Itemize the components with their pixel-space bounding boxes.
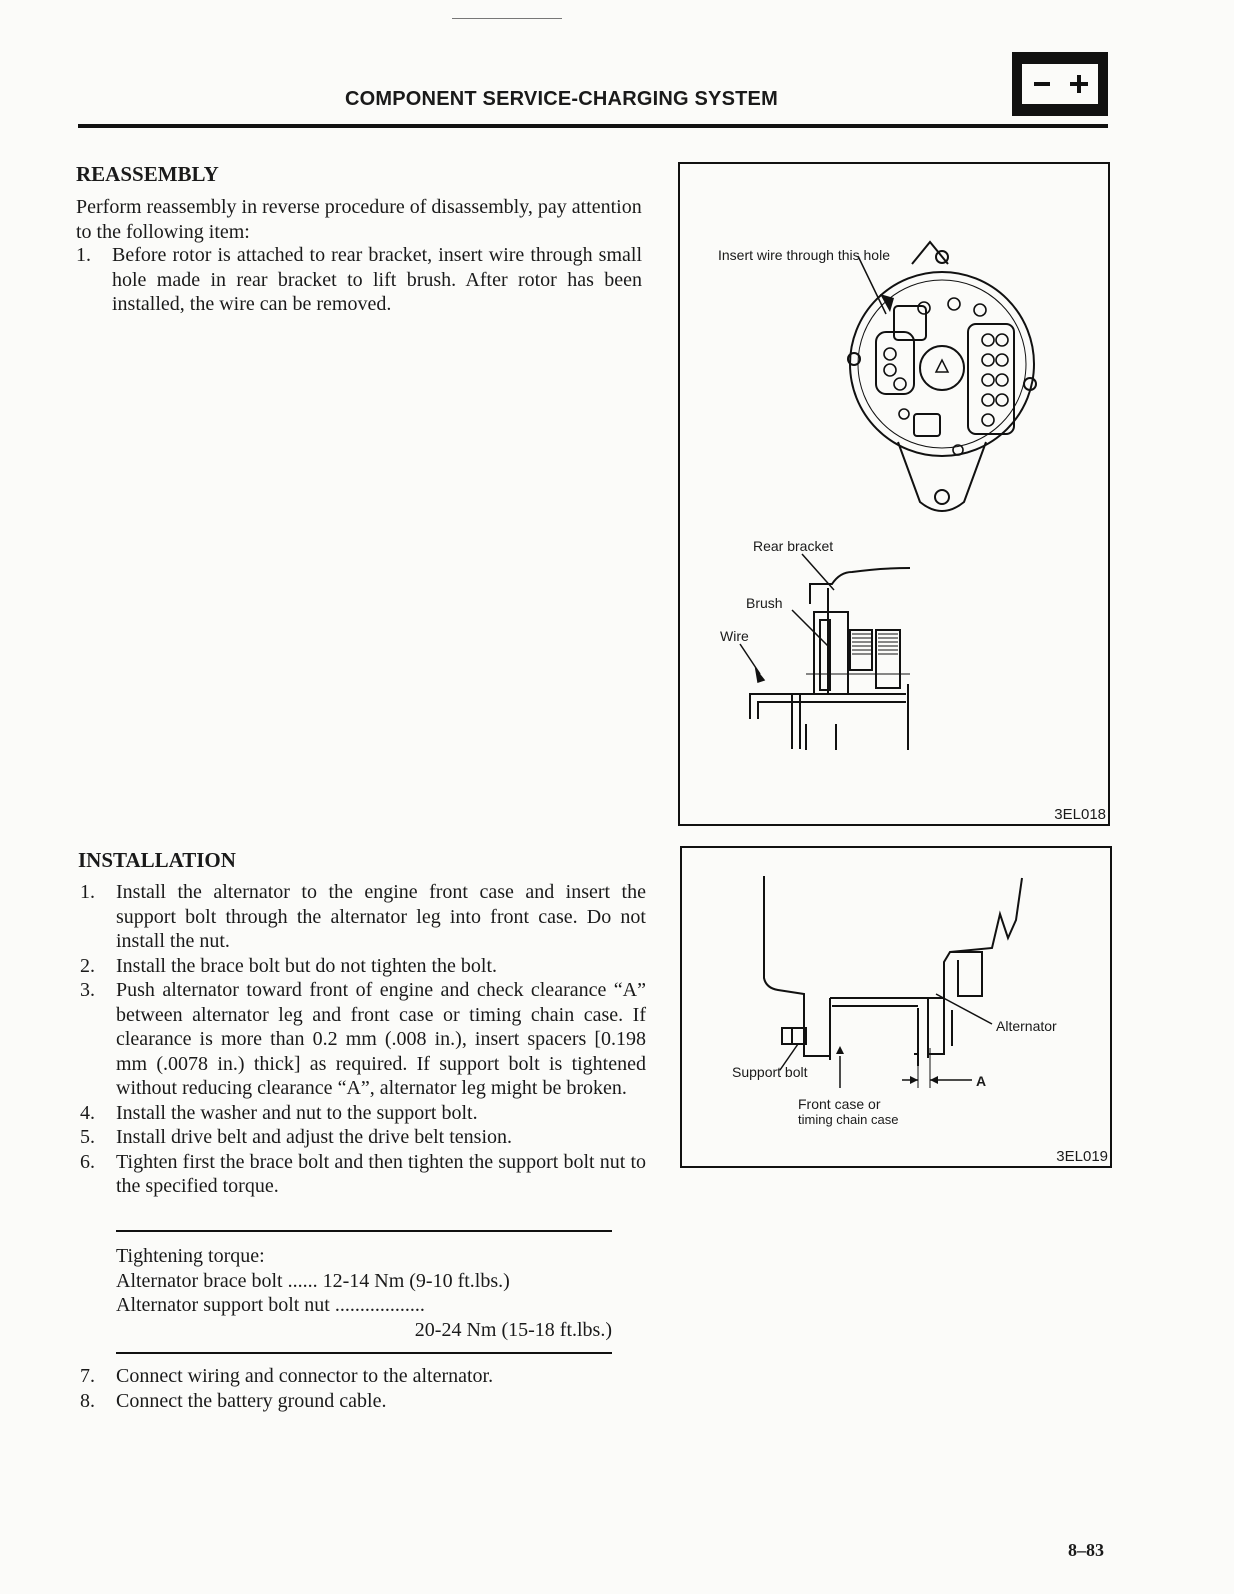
- torque-heading: Tightening torque:: [116, 1245, 265, 1267]
- torque-support-value: 20-24 Nm (15-18 ft.lbs.): [414, 1318, 612, 1341]
- list-item: [80, 1389, 646, 1414]
- torque-brace-label: Alternator brace bolt: [116, 1269, 283, 1292]
- torque-support-row: [116, 1293, 612, 1318]
- label-support-bolt: Support bolt: [732, 1064, 808, 1080]
- torque-support-dots: ..................: [334, 1294, 425, 1316]
- list-item: [76, 243, 642, 317]
- list-item-number: 1.: [76, 244, 91, 266]
- figure-code: 3EL019: [1056, 1148, 1108, 1165]
- list-item-number: 3.: [80, 979, 95, 1001]
- top-rule: [452, 18, 562, 19]
- list-item: [80, 1101, 646, 1126]
- alternator-rear-diagram: [680, 164, 1108, 824]
- torque-spec: [116, 1244, 612, 1342]
- list-item-number: 6.: [80, 1150, 95, 1173]
- list-item-text: Install drive belt and adjust the drive belt tension.: [116, 1126, 513, 1148]
- reassembly-list: [76, 243, 642, 317]
- page-title: COMPONENT SERVICE-CHARGING SYSTEM: [345, 88, 778, 110]
- list-item: [80, 978, 646, 1101]
- label-timing-chain-case: timing chain case: [798, 1112, 899, 1127]
- label-rear-bracket: Rear bracket: [753, 538, 834, 554]
- list-item-text: Install the brace bolt but do not tighten the bolt.: [116, 954, 498, 977]
- list-item-text: Push alternator toward front of engine and check clearance “A” between alternator leg and front case or timing chain case. If clearance is more than 0.2 mm (.008 in.), insert spacers [0.198 mm (.0078 in.) thick] as required. If support bolt is tightened without reducing clearance “A”, alternator leg might be broken.: [116, 979, 646, 1099]
- list-item-number: 4.: [80, 1101, 95, 1124]
- installation-heading: INSTALLATION: [78, 848, 236, 872]
- installation-list: [80, 880, 646, 1199]
- list-item-text: Tighten first the brace bolt and then tighten the support bolt nut to the specified torque.: [116, 1150, 646, 1197]
- installation-list-continued: [80, 1364, 646, 1413]
- list-item-text: Connect the battery ground cable.: [116, 1389, 387, 1412]
- list-item-number: 2.: [80, 954, 95, 977]
- label-clearance-a: A: [976, 1073, 987, 1089]
- list-item-text: Install the washer and nut to the support bolt.: [116, 1101, 478, 1124]
- torque-bottom-rule: [116, 1352, 612, 1354]
- torque-brace-value: 12-14 Nm (9-10 ft.lbs.): [322, 1269, 510, 1292]
- battery-icon: [1012, 52, 1108, 116]
- label-front-case: Front case or: [798, 1096, 881, 1112]
- figure-alternator-rear: [678, 162, 1110, 826]
- reassembly-intro: Perform reassembly in reverse procedure of disassembly, pay attention to the following item:: [76, 196, 642, 243]
- figure-alternator-clearance: [680, 846, 1112, 1168]
- reassembly-heading: REASSEMBLY: [76, 162, 219, 186]
- torque-top-rule: [116, 1230, 612, 1232]
- list-item: [80, 1364, 646, 1389]
- figure-code: 3EL018: [1054, 806, 1106, 823]
- list-item-number: 1.: [80, 881, 95, 903]
- list-item-text: Before rotor is attached to rear bracket, insert wire through small hole made in rear bracket to lift brush. After rotor has been installed, the wire can be removed.: [112, 244, 642, 315]
- header-rule: [78, 124, 1108, 128]
- torque-support-label: Alternator support bolt nut: [116, 1294, 330, 1316]
- list-item-text: Install the alternator to the engine front case and insert the support bolt through the alternator leg into front case. Do not install the nut.: [116, 881, 646, 952]
- minus-sign-icon: [1034, 82, 1050, 86]
- list-item: [80, 1125, 646, 1150]
- label-alternator: Alternator: [996, 1018, 1057, 1034]
- list-item: [80, 880, 646, 954]
- list-item-number: 7.: [80, 1365, 95, 1387]
- torque-brace-dots: ......: [287, 1269, 318, 1292]
- label-insert-wire: Insert wire through this hole: [718, 247, 890, 263]
- list-item: [80, 954, 646, 979]
- label-brush: Brush: [746, 595, 783, 611]
- list-item: [80, 1150, 646, 1199]
- page-number: 8–83: [1068, 1540, 1104, 1560]
- list-item-number: 8.: [80, 1389, 95, 1412]
- label-wire: Wire: [720, 628, 749, 644]
- torque-brace-row: [116, 1269, 612, 1294]
- list-item-text: Connect wiring and connector to the alternator.: [116, 1365, 494, 1387]
- list-item-number: 5.: [80, 1126, 95, 1148]
